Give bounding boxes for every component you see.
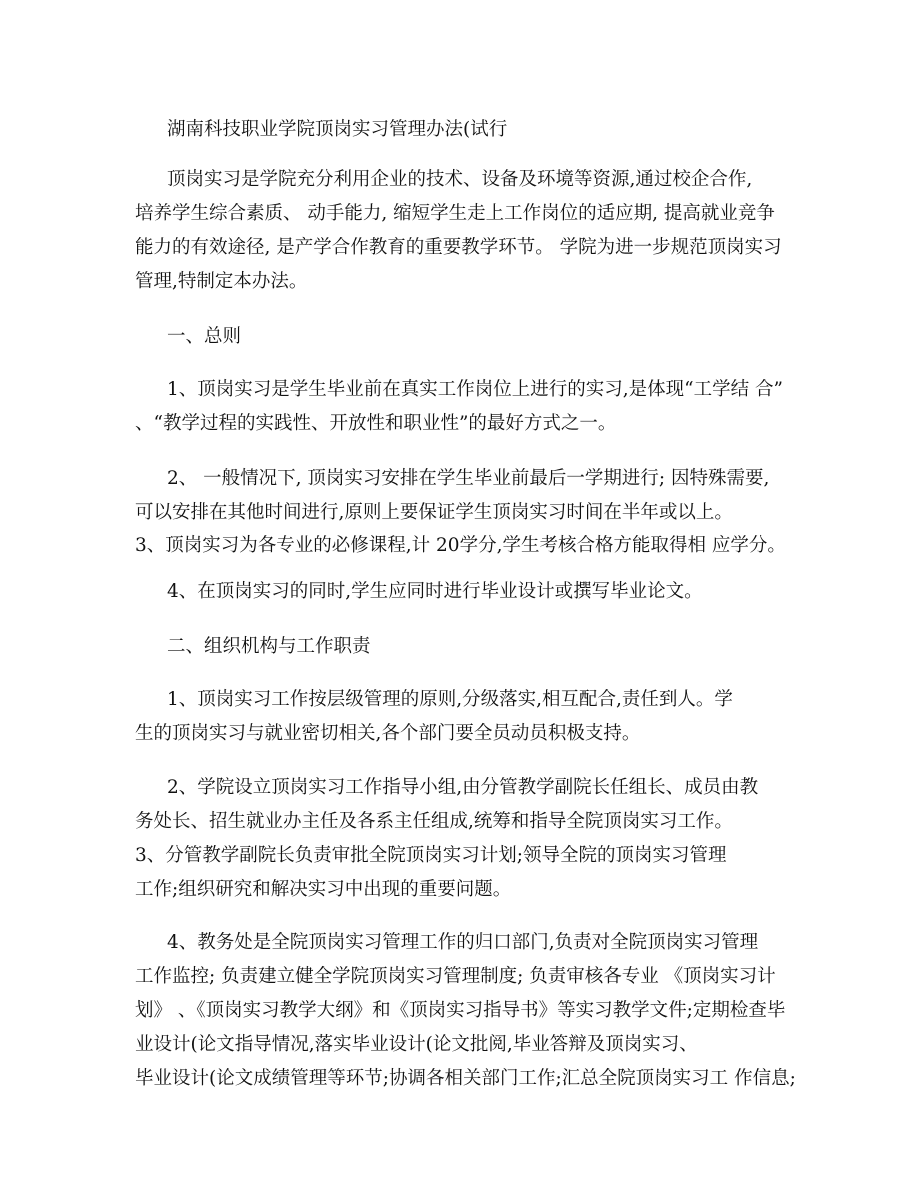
- intro-line: 管理,特制定本办法。: [135, 271, 308, 292]
- intro-line: 培养学生综合素质、 动手能力, 缩短学生走上工作岗位的适应期, 提高就业竞争: [135, 203, 775, 224]
- intro-line: 顶岗实习是学院充分利用企业的技术、设备及环境等资源,通过校企合作,: [167, 169, 753, 190]
- paragraph-line: 3、顶岗实习为各专业的必修课程,计 20学分,学生考核合格方能取得相 应学分。: [135, 535, 786, 556]
- paragraph-line: 工作监控; 负责建立健全学院顶岗实习管理制度; 负责审核各专业 《顶岗实习计: [135, 966, 776, 987]
- paragraph-line: 2、 一般情况下, 顶岗实习安排在学生毕业前最后一学期进行; 因特殊需要,: [167, 468, 770, 489]
- paragraph-line: 4、教务处是全院顶岗实习管理工作的归口部门,负责对全院顶岗实习管理: [167, 932, 759, 953]
- paragraph-line: 可以安排在其他时间进行,原则上要保证学生顶岗实习时间在半年或以上。: [135, 502, 733, 523]
- paragraph-line: 3、分管教学副院长负责审批全院顶岗实习计划;领导全院的顶岗实习管理: [135, 845, 727, 866]
- paragraph-line: 业设计(论文指导情况,落实毕业设计(论文批阅,毕业答辩及顶岗实习、: [135, 1034, 698, 1055]
- paragraph-line: 1、顶岗实习工作按层级管理的原则,分级落实,相互配合,责任到人。学: [167, 689, 733, 710]
- paragraph-line: 毕业设计(论文成绩管理等环节;协调各相关部门工作;汇总全院顶岗实习工 作信息;: [135, 1068, 796, 1089]
- section-heading: 一、总则: [167, 326, 242, 347]
- intro-line: 能力的有效途径, 是产学合作教育的重要教学环节。 学院为进一步规范顶岗实习: [135, 237, 782, 258]
- paragraph-line: 划》 、《顶岗实习教学大纲》和《顶岗实习指导书》等实习教学文件;定期检查毕: [135, 1000, 786, 1021]
- document-title: 湖南科技职业学院顶岗实习管理办法(试行: [167, 119, 508, 140]
- paragraph-line: 4、在顶岗实习的同时,学生应同时进行毕业设计或撰写毕业论文。: [167, 581, 703, 602]
- paragraph-line: 、“教学过程的实践性、开放性和职业性”的最好方式之一。: [135, 413, 617, 434]
- paragraph-line: 2、学院设立顶岗实习工作指导小组,由分管教学副院长任组长、成员由教: [167, 777, 759, 798]
- paragraph-line: 工作;组织研究和解决实习中出现的重要问题。: [135, 879, 512, 900]
- paragraph-line: 1、顶岗实习是学生毕业前在真实工作岗位上进行的实习,是体现“工学结 合”: [167, 379, 783, 400]
- paragraph-line: 生的顶岗实习与就业密切相关,各个部门要全员动员积极支持。: [135, 723, 641, 744]
- section-heading: 二、组织机构与工作职责: [167, 636, 371, 657]
- paragraph-line: 务处长、招生就业办主任及各系主任组成,统筹和指导全院顶岗实习工作。: [135, 811, 733, 832]
